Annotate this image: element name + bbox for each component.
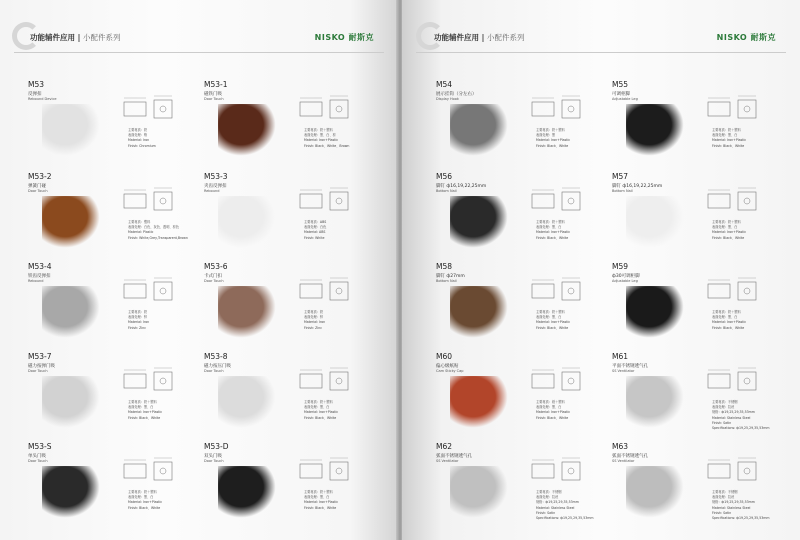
spec-line: 主要材质：铁＋塑料: [536, 128, 565, 132]
product-name-en: Door Touch: [204, 459, 224, 463]
product-code: M59: [612, 262, 629, 271]
product-code: M54: [436, 80, 453, 89]
product-code: M56: [436, 172, 453, 181]
product-name-en: Door Touch: [28, 369, 48, 373]
product-code: M62: [436, 442, 453, 451]
product-card: [204, 442, 384, 530]
spec-list: [304, 128, 384, 149]
technical-drawing: [296, 186, 366, 216]
product-name-cn: 偏心级纸贴: [436, 364, 459, 369]
spec-line: Material: Iron+Plastic: [128, 500, 163, 505]
spec-line: Material: Stainless Steel: [712, 505, 751, 510]
technical-drawing: [528, 276, 598, 306]
product-card: [204, 80, 384, 168]
spec-list: [712, 310, 792, 331]
product-card: [612, 352, 792, 440]
spec-list: [536, 310, 616, 331]
product-name-cn: 单头门吸: [28, 454, 46, 459]
product-name-cn: 弧面不锈钢透气孔: [612, 454, 648, 459]
spec-line: 主要材质：铁＋塑料: [536, 310, 565, 314]
spec-line: 表面处理：白色: [304, 225, 327, 230]
spec-line: Specifications: ф19,25,29,35,53mm: [536, 516, 594, 521]
product-photo: [42, 466, 100, 518]
brand-logo: NISKO 耐斯克: [716, 33, 776, 42]
spec-line: Finish: Black、White: [712, 325, 745, 330]
product-name-en: Door Touch: [204, 369, 224, 373]
product-photo: [42, 286, 100, 338]
product-code: M53-7: [28, 352, 52, 361]
technical-drawing: [704, 276, 774, 306]
spec-line: Material: Iron+Plastic: [304, 500, 339, 505]
product-photo: [42, 376, 100, 428]
spec-line: 表面处理：黑、白: [712, 133, 738, 138]
product-name-en: Door Touch: [204, 279, 224, 283]
spec-line: 主要材质：铁＋塑料: [128, 400, 157, 404]
spec-line: 主要材质：不锈钢: [712, 490, 738, 494]
product-name-cn: 铁齿反弹扣: [28, 274, 51, 279]
spec-line: 表面处理：黑、白: [712, 225, 738, 230]
product-name-en: SS Ventilator: [612, 369, 635, 373]
spec-line: Finish: Black、White: [536, 143, 569, 148]
spec-line: Finish: Zinc: [128, 325, 147, 330]
technical-drawing: [704, 186, 774, 216]
product-card: [436, 80, 616, 168]
spec-line: 表面处理：白色、灰色、透明、棕色: [128, 225, 179, 230]
product-name-cn: 脚钉 ф16,19,22,25mm: [612, 184, 663, 189]
spec-line: Material: Iron+Plastic: [712, 138, 747, 143]
spec-line: Finish: Black、White: [304, 505, 337, 510]
spec-line: Material: Iron: [128, 320, 150, 325]
header-subtitle: 小配件系列: [82, 33, 121, 42]
spec-line: Material: Iron+Plastic: [128, 410, 163, 415]
spec-line: Material: Iron: [128, 138, 150, 143]
product-photo: [450, 376, 508, 428]
spec-line: 主要材质：塑料: [128, 220, 151, 224]
product-photo: [218, 286, 276, 338]
product-name-en: Cam Sticky Cap: [436, 369, 464, 373]
page-header: [0, 28, 398, 48]
product-name-en: Bottom Nail: [612, 189, 633, 193]
product-code: M53-3: [204, 172, 228, 181]
technical-drawing: [296, 94, 366, 124]
spec-list: [128, 220, 208, 241]
spec-list: [712, 490, 792, 521]
product-code: M53-D: [204, 442, 229, 451]
spec-line: Material: Iron: [304, 320, 326, 325]
product-card: [28, 172, 208, 260]
spec-line: 规格：ф19,25,29,35,53mm: [712, 500, 755, 505]
spec-line: 主要材质：纸＋塑料: [536, 400, 565, 404]
spec-line: Material: Stainless Steel: [536, 505, 575, 510]
product-photo: [42, 104, 100, 156]
spec-line: Material: Iron+Plastic: [304, 410, 339, 415]
product-name-cn: 脚钉 ф16,19,22,25mm: [436, 184, 487, 189]
product-photo: [218, 196, 276, 248]
product-photo: [450, 104, 508, 156]
product-name-en: Bottom Nail: [436, 189, 457, 193]
spec-line: Material: Iron+Plastic: [536, 410, 571, 415]
spec-line: 主要材质：铁: [128, 128, 148, 132]
product-card: [204, 172, 384, 260]
spec-line: 主要材质：铁＋塑料: [712, 310, 741, 314]
spec-line: Material: ABS: [304, 230, 326, 235]
product-name-cn: 卡式门扣: [204, 274, 222, 279]
header-title-text: 功能辅件应用: [434, 33, 479, 42]
product-photo: [626, 466, 684, 518]
product-name-cn: ф30可调柜脚: [612, 274, 640, 279]
product-photo: [626, 286, 684, 338]
spec-line: Specifications: ф19,25,29,35,53mm: [712, 426, 770, 431]
product-code: M60: [436, 352, 453, 361]
technical-drawing: [120, 276, 190, 306]
product-card: [204, 262, 384, 350]
technical-drawing: [296, 276, 366, 306]
product-photo: [626, 376, 684, 428]
spec-line: 表面处理：黑、白: [304, 405, 330, 410]
spec-line: 表面处理：黑、白、棕: [304, 133, 336, 138]
product-name-en: Rebound Device: [28, 97, 57, 101]
product-name-en: Rebound: [204, 189, 220, 193]
spec-line: Finish: Zinc: [304, 325, 323, 330]
spec-list: [304, 310, 384, 331]
product-card: [436, 262, 616, 350]
product-card: [28, 352, 208, 440]
spec-line: 表面处理：拉丝: [536, 495, 559, 500]
spec-list: [128, 310, 208, 331]
spec-line: Finish: Black、White: [536, 325, 569, 330]
technical-drawing: [296, 366, 366, 396]
product-card: [612, 262, 792, 350]
product-code: M58: [436, 262, 453, 271]
spec-list: [712, 400, 792, 431]
spec-line: 主要材质：铁: [128, 310, 148, 314]
spec-line: 表面处理：锌: [304, 315, 324, 320]
product-photo: [626, 196, 684, 248]
technical-drawing: [296, 456, 366, 486]
technical-drawing: [704, 366, 774, 396]
spec-line: 表面处理：黑、白: [712, 315, 738, 320]
technical-drawing: [120, 186, 190, 216]
technical-drawing: [528, 456, 598, 486]
right-page: [402, 0, 800, 540]
spec-line: 表面处理：拉丝: [712, 405, 735, 410]
product-name-cn: 夹齿反弹扣: [204, 184, 227, 189]
product-card: [612, 80, 792, 168]
spec-line: Finish: White,Grey,Transparent,Brown: [128, 235, 188, 240]
technical-drawing: [120, 456, 190, 486]
product-photo: [450, 286, 508, 338]
product-name-cn: 磁铁门吸: [204, 92, 222, 97]
spec-line: 表面处理：黑、白: [536, 315, 562, 320]
product-name-en: Door Touch: [28, 189, 48, 193]
spec-list: [536, 220, 616, 241]
spec-line: 主要材质：不锈钢: [536, 490, 562, 494]
technical-drawing: [704, 94, 774, 124]
spec-list: [304, 400, 384, 421]
product-name-en: Adjustable Leg: [612, 279, 638, 283]
spec-line: 主要材质：铁＋塑料: [304, 400, 333, 404]
spec-list: [304, 220, 384, 241]
spec-line: Material: Iron+Plastic: [536, 138, 571, 143]
product-photo: [626, 104, 684, 156]
product-card: [436, 172, 616, 260]
spec-line: Finish: White: [304, 235, 325, 240]
product-card: [28, 80, 208, 168]
spec-line: Material: Iron+Plastic: [712, 320, 747, 325]
header-title-text: 功能辅件应用: [30, 33, 75, 42]
product-name-en: Door Touch: [204, 97, 224, 101]
product-code: M61: [612, 352, 629, 361]
spec-line: Finish: Black、White: [712, 143, 745, 148]
spec-line: 主要材质：铁＋塑料: [304, 490, 333, 494]
product-code: M53: [28, 80, 45, 89]
product-code: M57: [612, 172, 629, 181]
left-page: [0, 0, 398, 540]
spec-line: 规格：ф19,25,29,35,53mm: [712, 410, 755, 415]
spec-line: 表面处理：黑、白: [128, 495, 154, 500]
product-name-cn: 弹簧门碰: [28, 184, 46, 189]
spec-line: 主要材质：铁: [304, 310, 324, 314]
header-title: 功能辅件应用 | 小配件系列: [30, 33, 121, 42]
product-name-cn: 磁力按弹门吸: [28, 364, 55, 369]
spec-line: Material: Stainless Steel: [712, 415, 751, 420]
spec-line: 表面处理：黑、白: [536, 405, 562, 410]
spec-line: Material: Iron+Plastic: [304, 138, 339, 143]
product-name-en: Display Hook: [436, 97, 459, 101]
product-card: [204, 352, 384, 440]
spec-list: [128, 128, 208, 149]
spec-line: 规格：ф19,25,29,35,53mm: [536, 500, 579, 505]
product-card: [28, 262, 208, 350]
spec-line: Finish: Satin: [712, 510, 732, 515]
spec-line: Finish: Black、White: [304, 415, 337, 420]
spec-line: Finish: Black、White: [128, 505, 161, 510]
product-name-en: Rebound: [28, 279, 44, 283]
spec-list: [536, 128, 616, 149]
product-name-cn: 反弹扣: [28, 92, 42, 97]
technical-drawing: [528, 366, 598, 396]
spec-list: [712, 220, 792, 241]
spec-line: Finish: Black、White: [128, 415, 161, 420]
spec-line: 主要材质：ABS: [304, 220, 327, 224]
product-name-cn: 可调柜脚: [612, 92, 630, 97]
product-name-cn: 双头门吸: [204, 454, 222, 459]
product-name-cn: 脚钉 ф27mm: [436, 274, 465, 279]
product-code: M53-S: [28, 442, 52, 451]
product-code: M53-8: [204, 352, 228, 361]
spec-line: Finish: Black、White、Brown: [304, 143, 350, 148]
product-name-cn: 展示挂钩（分左右）: [436, 92, 477, 97]
spec-line: Finish: Black、White: [536, 415, 569, 420]
brand-logo: NISKO 耐斯克: [314, 33, 374, 42]
spec-line: Material: Iron+Plastic: [536, 230, 571, 235]
product-card: [612, 442, 792, 530]
technical-drawing: [120, 94, 190, 124]
spec-line: Material: Iron+Plastic: [536, 320, 571, 325]
product-code: M53-6: [204, 262, 228, 271]
technical-drawing: [528, 94, 598, 124]
header-divider: [416, 52, 786, 53]
spec-line: 表面处理：黑、白: [536, 225, 562, 230]
product-photo: [218, 466, 276, 518]
spec-line: 表面处理：黑、白: [128, 405, 154, 410]
spec-line: 表面处理：黑: [536, 133, 556, 138]
spec-list: [128, 490, 208, 511]
product-code: M53-4: [28, 262, 52, 271]
spec-line: 表面处理：锌: [128, 315, 148, 320]
product-card: [436, 442, 616, 530]
product-name-en: Bottom Nail: [436, 279, 457, 283]
spec-list: [128, 400, 208, 421]
spec-line: 主要材质：铁＋塑料: [536, 220, 565, 224]
product-card: [612, 172, 792, 260]
product-photo: [450, 466, 508, 518]
product-photo: [450, 196, 508, 248]
spec-line: Finish: Satin: [536, 510, 556, 515]
spec-line: Finish: Chromium: [128, 143, 156, 148]
spec-line: 表面处理：黑、白: [304, 495, 330, 500]
product-name-cn: 平面不锈钢透气孔: [612, 364, 648, 369]
product-code: M55: [612, 80, 629, 89]
header-divider: [14, 52, 384, 53]
spec-list: [536, 400, 616, 421]
spec-line: Finish: Satin: [712, 420, 732, 425]
product-code: M53-1: [204, 80, 228, 89]
spec-line: Specifications: ф19,25,29,35,53mm: [712, 516, 770, 521]
product-card: [28, 442, 208, 530]
technical-drawing: [120, 366, 190, 396]
spec-list: [304, 490, 384, 511]
spec-line: Finish: Black、White: [712, 235, 745, 240]
spec-line: 表面处理：铬: [128, 133, 148, 138]
technical-drawing: [528, 186, 598, 216]
product-photo: [218, 104, 276, 156]
spec-line: 主要材质：不锈钢: [712, 400, 738, 404]
technical-drawing: [704, 456, 774, 486]
spec-line: Finish: Black、White: [536, 235, 569, 240]
product-name-en: SS Ventilator: [436, 459, 459, 463]
spec-line: 主要材质：铁＋塑料: [304, 128, 333, 132]
product-name-en: Door Touch: [28, 459, 48, 463]
product-card: [436, 352, 616, 440]
product-name-en: Adjustable Leg: [612, 97, 638, 101]
product-code: M53-2: [28, 172, 52, 181]
header-title: 功能辅件应用 | 小配件系列: [434, 33, 525, 42]
product-name-cn: 磁力按压门吸: [204, 364, 231, 369]
spec-line: 主要材质：铁＋塑料: [712, 220, 741, 224]
spec-line: Material: Iron+Plastic: [712, 230, 747, 235]
product-name-cn: 弧面不锈钢透气孔: [436, 454, 472, 459]
page-header: [402, 28, 800, 48]
product-code: M63: [612, 442, 629, 451]
spec-line: 主要材质：铁＋塑料: [128, 490, 157, 494]
spec-line: Material: Plastic: [128, 230, 154, 235]
product-photo: [42, 196, 100, 248]
spec-list: [536, 490, 616, 521]
product-photo: [218, 376, 276, 428]
spec-line: 主要材质：铁＋塑料: [712, 128, 741, 132]
header-subtitle: 小配件系列: [486, 33, 525, 42]
spec-list: [712, 128, 792, 149]
product-name-en: SS Ventilator: [612, 459, 635, 463]
spec-line: 表面处理：拉丝: [712, 495, 735, 500]
